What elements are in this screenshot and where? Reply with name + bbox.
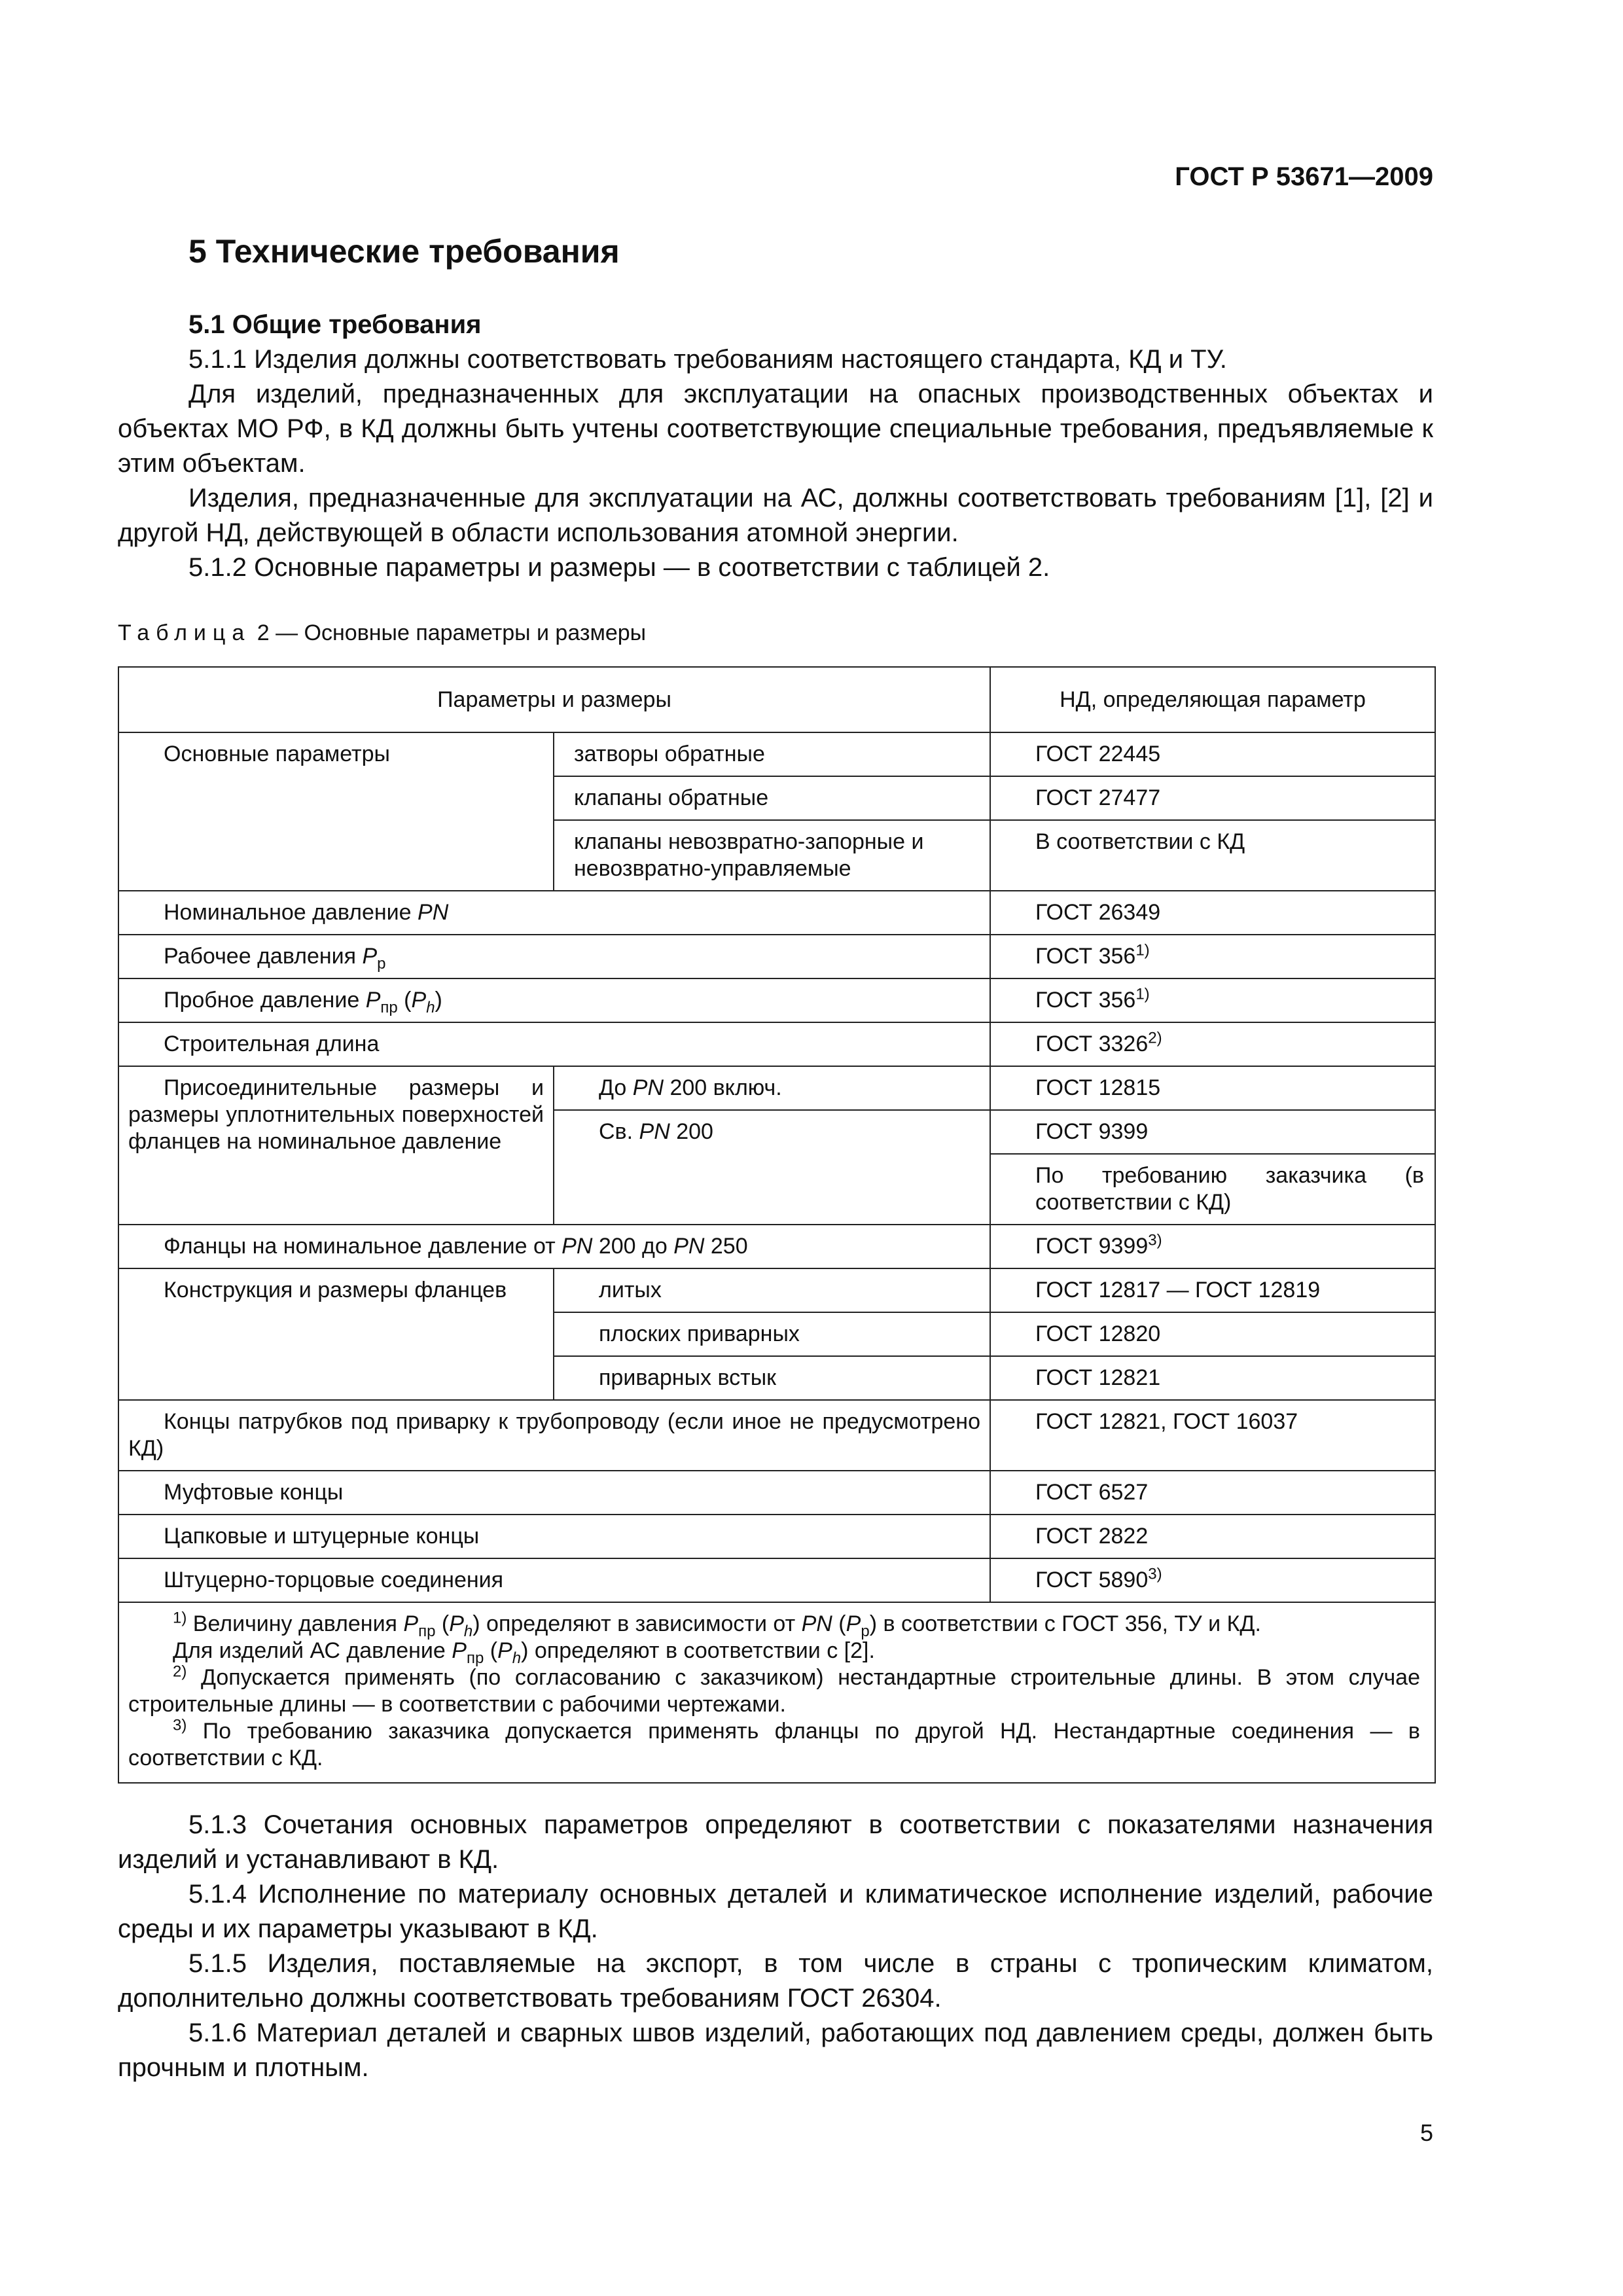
flange-design-nd: ГОСТ 12817 — ГОСТ 12819 xyxy=(990,1268,1435,1312)
subsection-title: 5.1 Общие требования xyxy=(188,310,482,339)
flange-design-nd: ГОСТ 12820 xyxy=(990,1312,1435,1356)
table-row xyxy=(118,1066,1435,1110)
table-header-row xyxy=(118,667,1435,732)
table-caption xyxy=(118,620,646,646)
build-length-label: Строительная длина xyxy=(118,1022,990,1066)
pin-ends-label: Цапковые и штуцерные концы xyxy=(118,1515,990,1558)
table-row xyxy=(118,1400,1435,1471)
flange-design-label: Конструкция и размеры фланцев xyxy=(118,1268,554,1400)
connection-sub: До PN 200 включ. xyxy=(554,1066,990,1110)
flange-design-sub: плоских приварных xyxy=(554,1312,990,1356)
coupling-ends-label: Муфтовые концы xyxy=(118,1471,990,1515)
main-param-nd: В соответствии с КД xyxy=(990,820,1435,891)
pipe-ends-label: Концы патрубков под приварку к трубопроводу (если иное не предусмотрено КД) xyxy=(118,1400,990,1471)
flange-design-nd: ГОСТ 12821 xyxy=(990,1356,1435,1400)
main-param-nd: ГОСТ 22445 xyxy=(990,732,1435,776)
parameters-table xyxy=(118,666,1436,1784)
header-nd: НД, определяющая параметр xyxy=(990,667,1435,732)
table-notes xyxy=(118,1602,1435,1783)
fitting-connections-nd: ГОСТ 5890$^{3)}$ xyxy=(990,1558,1435,1602)
pipe-ends-nd: ГОСТ 12821, ГОСТ 16037 xyxy=(990,1400,1435,1471)
table-row xyxy=(118,891,1435,935)
table-row xyxy=(118,1022,1435,1066)
paragraph: 5.1.5 Изделия, поставляемые на экспорт, в том числе в страны с тропическим климатом, дополнительно должны соответствовать требованиям ГОСТ 26304. xyxy=(118,1949,1433,2013)
fitting-connections-label: Штуцерно-торцовые соединения xyxy=(118,1558,990,1602)
table-notes-row xyxy=(118,1602,1435,1783)
flanges-pn-nd: ГОСТ 9399$^{3)}$ xyxy=(990,1225,1435,1268)
working-pressure-nd: ГОСТ 356$^{1)}$ xyxy=(990,935,1435,978)
page-number: 5 xyxy=(1419,2119,1433,2146)
table-row xyxy=(118,935,1435,978)
bottom-text xyxy=(118,1808,1433,2085)
connection-nd: ГОСТ 12815 xyxy=(990,1066,1435,1110)
note-1-line-2: Для изделий АС давление $P_{пр}$ $(P_h)$ определяют в соответствии с [2]. xyxy=(173,1638,875,1667)
flange-design-sub: литых xyxy=(554,1268,990,1312)
intro-text xyxy=(118,308,1433,585)
section-title: 5 Технические требования xyxy=(188,233,620,270)
build-length-nd: ГОСТ 3326$^{2)}$ xyxy=(990,1022,1435,1066)
working-pressure-label: Рабочее давления $P_р$ xyxy=(118,935,990,978)
table-row xyxy=(118,732,1435,776)
table-row xyxy=(118,1225,1435,1268)
note-1: $^{1)}$ Величину давления $P_{пр}$ $(P_h)$ определяют в зависимости от PN $(P_р)$ в соответствии с ГОСТ 356, ТУ и КД. xyxy=(173,1609,1261,1640)
nominal-pressure-nd: ГОСТ 26349 xyxy=(990,891,1435,935)
header-params: Параметры и размеры xyxy=(118,667,990,732)
paragraph: 5.1.6 Материал деталей и сварных швов изделий, работающих под давлением среды, должен быть прочным и плотным. xyxy=(118,2018,1433,2082)
nominal-pressure-label: Номинальное давление PN xyxy=(118,891,990,935)
table-caption-word: Таблица xyxy=(118,620,251,645)
note-3: $^{3)}$ По требованию заказчика допускается применять фланцы по другой НД. Нестандартные соединения — в соответствии с КД. xyxy=(128,1716,1420,1770)
connection-sub: Св. PN 200 xyxy=(554,1110,990,1225)
paragraph: 5.1.2 Основные параметры и размеры — в соответствии с таблицей 2. xyxy=(188,553,1050,582)
table-row xyxy=(118,1268,1435,1312)
paragraph: Изделия, предназначенные для эксплуатации на АС, должны соответствовать требованиям [1], [2] и другой НД, действующей в области использования атомной энергии. xyxy=(118,484,1433,547)
main-param-sub: клапаны невозвратно-запорные и невозвратно-управляемые xyxy=(554,820,990,891)
table-row xyxy=(118,1558,1435,1602)
document-code: ГОСТ Р 53671—2009 xyxy=(1175,162,1433,191)
flange-design-sub: приварных встык xyxy=(554,1356,990,1400)
table-row xyxy=(118,1471,1435,1515)
pin-ends-nd: ГОСТ 2822 xyxy=(990,1515,1435,1558)
paragraph: 5.1.4 Исполнение по материалу основных деталей и климатическое исполнение изделий, рабочие среды и их параметры указывают в КД. xyxy=(118,1880,1433,1943)
table-row xyxy=(118,978,1435,1022)
flanges-pn-label: Фланцы на номинальное давление от PN 200 до PN 250 xyxy=(118,1225,990,1268)
note-2: $^{2)}$ Допускается применять (по согласованию с заказчиком) нестандартные строительные длины. В этом случае строительные длины — в соответствии с рабочими чертежами. xyxy=(128,1662,1420,1717)
main-param-nd: ГОСТ 27477 xyxy=(990,776,1435,820)
connection-label: Присоединительные размеры и размеры уплотнительных поверхностей фланцев на номинальное давление xyxy=(118,1066,554,1225)
coupling-ends-nd: ГОСТ 6527 xyxy=(990,1471,1435,1515)
paragraph: 5.1.3 Сочетания основных параметров определяют в соответствии с показателями назначения изделий и устанавливают в КД. xyxy=(118,1810,1433,1874)
paragraph: 5.1.1 Изделия должны соответствовать требованиям настоящего стандарта, КД и ТУ. xyxy=(188,345,1227,374)
table-caption-text: 2 — Основные параметры и размеры xyxy=(251,620,647,645)
main-param-sub: затворы обратные xyxy=(554,732,990,776)
main-params-label: Основные параметры xyxy=(118,732,554,891)
connection-nd: ГОСТ 9399 xyxy=(990,1110,1435,1154)
connection-nd: По требованию заказчика (в соответствии с КД) xyxy=(990,1154,1435,1225)
paragraph: Для изделий, предназначенных для эксплуатации на опасных производственных объектах и объектах МО РФ, в КД должны быть учтены соответствующие специальные требования, предъявляемые к этим объектам. xyxy=(118,380,1433,478)
table-row xyxy=(118,1515,1435,1558)
test-pressure-nd: ГОСТ 356$^{1)}$ xyxy=(990,978,1435,1022)
main-param-sub: клапаны обратные xyxy=(554,776,990,820)
test-pressure-label: Пробное давление $P_{пр}$ $(P_h)$ xyxy=(118,978,990,1022)
